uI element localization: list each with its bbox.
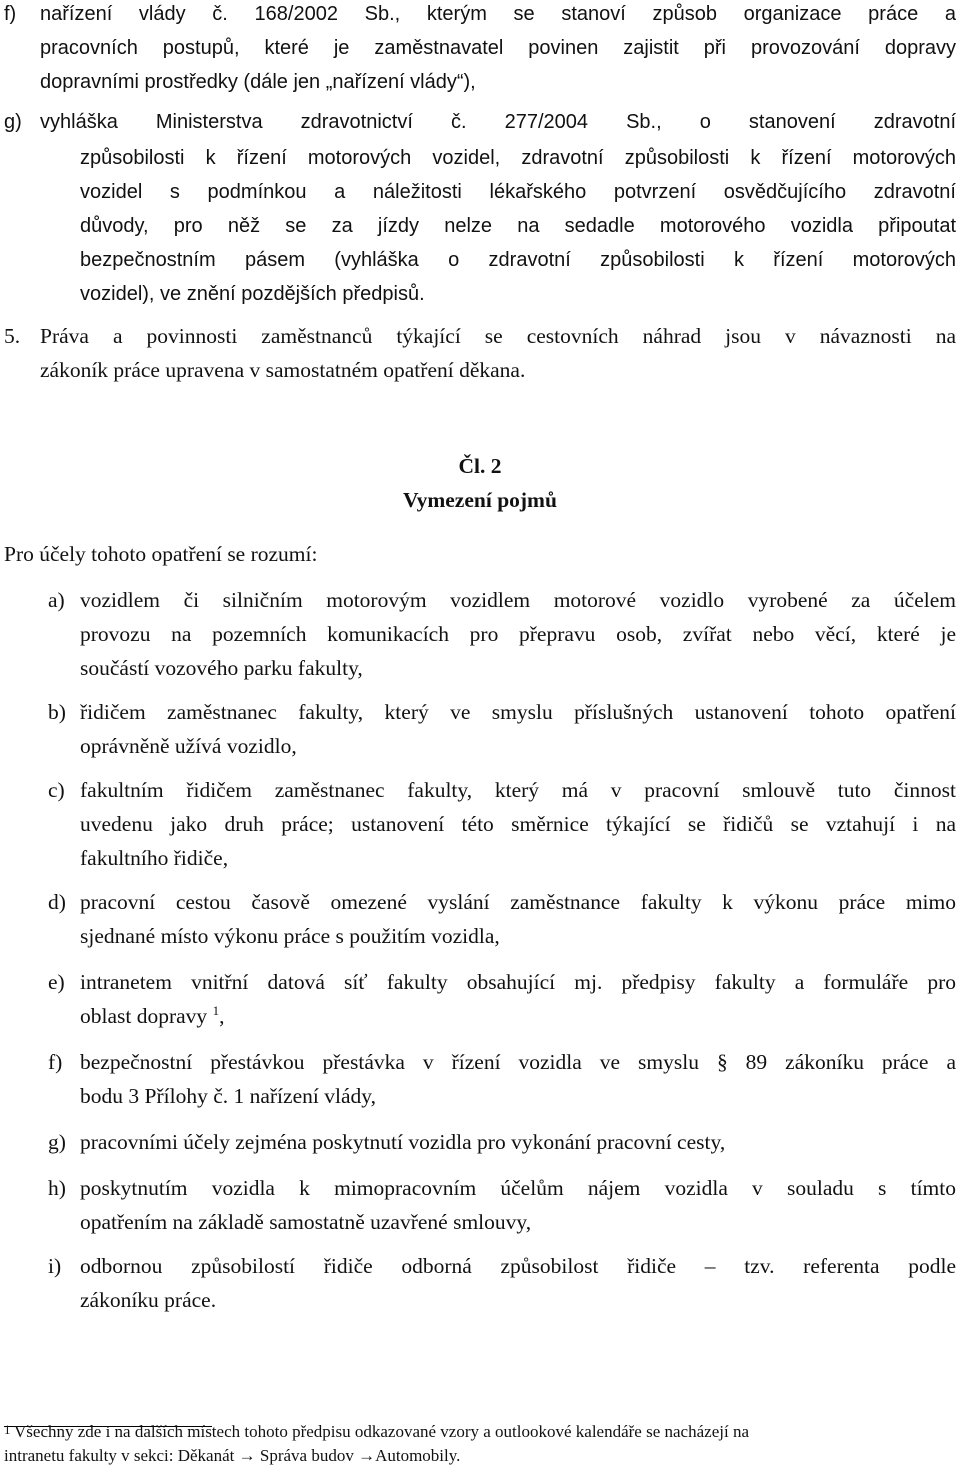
item-line: intranetem vnitřní datová síť fakulty obsahující mj. předpisy fakulty a formuláře pro bbox=[80, 970, 956, 994]
item-line: řidičem zaměstnanec fakulty, který ve smyslu příslušných ustanovení tohoto opatření bbox=[80, 700, 956, 724]
item-line: způsobilosti k řízení motorových vozidel, zdravotní způsobilosti k řízení motorových bbox=[80, 147, 956, 169]
footnote-reference: 1 bbox=[212, 1002, 220, 1018]
item-line: pracovní cestou časově omezené vyslání zaměstnance fakulty k výkonu práce mimo bbox=[80, 890, 956, 914]
item-line: bezpečnostní přestávkou přestávka v řízení vozidla ve smyslu § 89 zákoníku práce a bbox=[80, 1050, 956, 1074]
item-line: důvody, pro něž se za jízdy nelze na sedadle motorového vozidla připoutat bbox=[80, 215, 956, 237]
item-line-text: oblast dopravy bbox=[80, 1004, 208, 1028]
item-line: vozidlem či silničním motorovým vozidlem motorové vozidlo vyrobené za účelem bbox=[80, 588, 956, 612]
item-line: vozidel s podmínkou a náležitosti lékařského potvrzení osvědčujícího zdravotní bbox=[80, 181, 956, 203]
item-line: odbornou způsobilostí řidiče odborná způsobilost řidiče – tzv. referenta podle bbox=[80, 1254, 956, 1278]
item-label: h) bbox=[48, 1176, 66, 1200]
item-line: bezpečnostním pásem (vyhláška o zdravotní způsobilosti k řízení motorových bbox=[80, 249, 956, 271]
item-label: i) bbox=[48, 1254, 62, 1278]
article-title: Vymezení pojmů bbox=[403, 488, 557, 512]
item-line-with-footnote bbox=[80, 1002, 224, 1030]
item-line: poskytnutím vozidla k mimopracovním účelům nájem vozidla v souladu s tímto bbox=[80, 1176, 956, 1200]
item-line: bodu 3 Přílohy č. 1 nařízení vlády, bbox=[80, 1084, 376, 1108]
item-label: f) bbox=[48, 1050, 63, 1074]
item-line: oprávněně užívá vozidlo, bbox=[80, 734, 297, 758]
item-label: g) bbox=[48, 1130, 66, 1154]
article-number: Čl. 2 bbox=[458, 454, 502, 478]
item-label: a) bbox=[48, 588, 65, 612]
item-line: pracovních postupů, které je zaměstnavatel povinen zajistit při provozování dopravy bbox=[40, 37, 956, 59]
item-label: d) bbox=[48, 890, 66, 914]
item-line: pracovními účely zejména poskytnutí vozidla pro vykonání pracovní cesty, bbox=[80, 1130, 726, 1154]
item-line: zákoníku práce. bbox=[80, 1288, 217, 1312]
item-line: součástí vozového parku fakulty, bbox=[80, 656, 363, 680]
item-line: vyhláška Ministerstva zdravotnictví č. 277/2004 Sb., o stanovení zdravotní bbox=[40, 111, 956, 133]
item-label: g) bbox=[4, 111, 22, 133]
item-label: c) bbox=[48, 778, 65, 802]
section-line: zákoník práce upravena v samostatném opatření děkana. bbox=[40, 358, 526, 382]
section-line: Práva a povinnosti zaměstnanců týkající se cestovních náhrad jsou v návaznosti na bbox=[40, 324, 956, 348]
item-line: sjednané místo výkonu práce s použitím vozidla, bbox=[80, 924, 500, 948]
item-line: vozidel), ve znění pozdějších předpisů. bbox=[80, 283, 425, 305]
item-line: dopravními prostředky (dále jen „nařízení vlády“), bbox=[40, 71, 476, 93]
item-label: b) bbox=[48, 700, 66, 724]
section-number: 5. bbox=[4, 324, 21, 348]
item-line: fakultního řidiče, bbox=[80, 846, 229, 870]
item-label: e) bbox=[48, 970, 65, 994]
item-label: f) bbox=[4, 3, 17, 25]
footnote-line: Všechny zde i na dalších místech tohoto předpisu odkazované vzory a outlookové kalendáře se nacházejí na bbox=[14, 1422, 749, 1441]
intro-text: Pro účely tohoto opatření se rozumí: bbox=[4, 542, 318, 566]
item-line: provozu na pozemních komunikacích pro přepravu osob, zvířat nebo věcí, které je bbox=[80, 622, 956, 646]
trailing-comma: , bbox=[219, 1004, 225, 1028]
item-line: fakultním řidičem zaměstnanec fakulty, který má v pracovní smlouvě tuto činnost bbox=[80, 778, 956, 802]
item-line: opatřením na základě samostatně uzavřené smlouvy, bbox=[80, 1210, 532, 1234]
footnote-line: intranetu fakulty v sekci: Děkanát → Správa budov →Automobily. bbox=[4, 1446, 461, 1465]
footnote-mark: 1 bbox=[4, 1422, 11, 1437]
item-line: nařízení vlády č. 168/2002 Sb., kterým se stanoví způsob organizace práce a bbox=[40, 3, 956, 25]
item-line: uvedenu jako druh práce; ustanovení této směrnice týkající se řidičů se vztahují i na bbox=[80, 812, 956, 836]
